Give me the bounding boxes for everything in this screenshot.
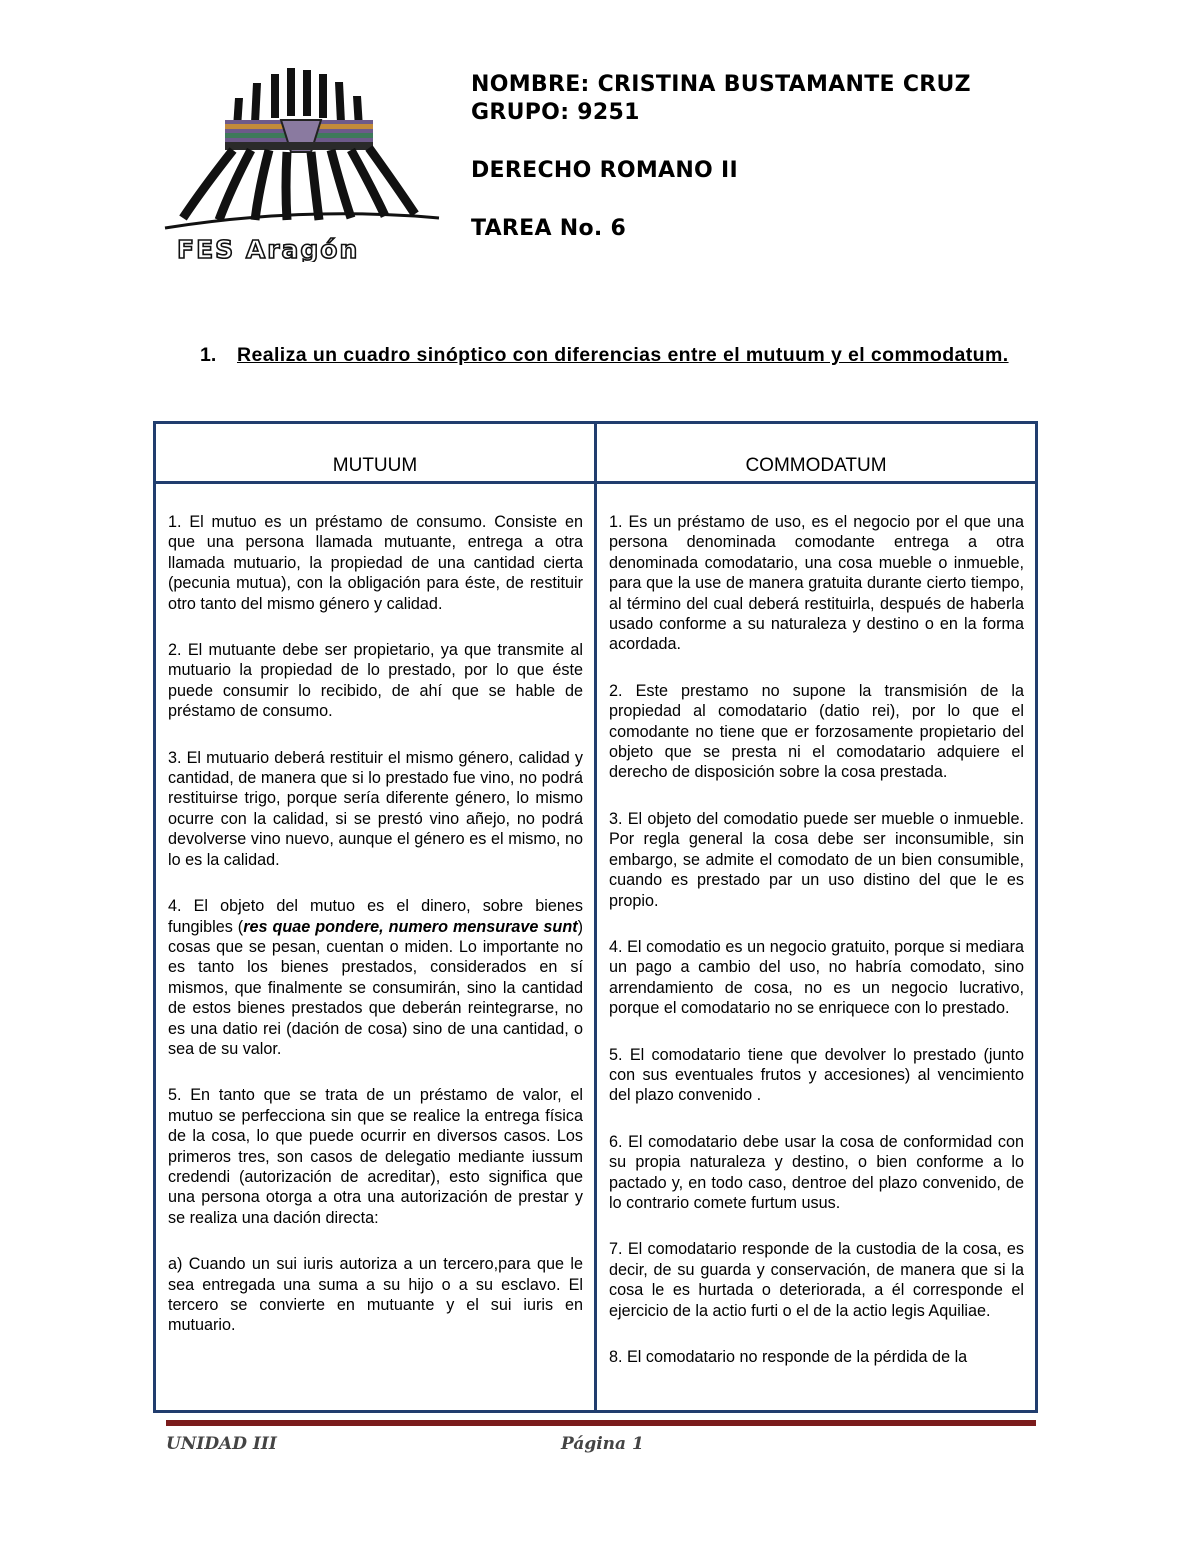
header-commodatum: COMMODATUM — [594, 424, 1035, 481]
group-line: GRUPO: 9251 — [471, 100, 640, 125]
mutuum-item-4-after: ) cosas que se pesan, cuentan o miden. Lo importante no es tanto los bienes prestados, considerados en sí mismos, que finalmente se consumirán, sino la cantidad de estos bienes prestados que deberán reintegrarse, no es una datio rei (dación de cosa) sino de una cantidad, o sea de su valor. — [168, 917, 583, 1058]
table-body-row — [156, 484, 1035, 1410]
mutuum-column — [156, 484, 594, 1410]
footer-unit: UNIDAD III — [166, 1434, 277, 1454]
header-mutuum: MUTUUM — [332, 455, 418, 476]
commodatum-item-1: 1. Es un préstamo de uso, es el negocio por el que una persona denominada comodante entrega a otra denominada comodatario, una cosa mueble o inmueble, para que la use de manera gratuita durante cierto tiempo, al término del cual deberá restituirla, después de haberla usado conforme a su naturaleza y destino o en la forma acordada. — [609, 513, 1024, 654]
commodatum-column — [594, 484, 1035, 1410]
commodatum-item-3: 3. El objeto del comodatio puede ser mueble o inmueble. Por regla general la cosa debe ser inconsumible, sin embargo, se admite el comodato de un bien consumible, cuando es prestado par un uso distino del que le es propio. — [609, 809, 1024, 910]
mutuum-item-1: 1. El mutuo es un préstamo de consumo. Consiste en que una persona llamada mutuante, entrega a otra llamada mutuario, la propiedad de una cantidad cierta (pecunia mutua), con la obligación para éste, de restituir otro tanto del mismo género y calidad. — [168, 513, 583, 613]
commodatum-item-7: 7. El comodatario responde de la custodia de la cosa, es decir, de su guarda y conservación, de manera que si la cosa le es hurtada o deteriorada, a él corresponde el ejercicio de la actio furti o el de la actio legis Aquiliae. — [609, 1240, 1024, 1320]
student-name: NOMBRE: CRISTINA BUSTAMANTE CRUZ — [471, 72, 971, 97]
question-number: 1. — [200, 344, 217, 366]
subject-line: DERECHO ROMANO II — [471, 158, 738, 183]
mutuum-item-5: 5. En tanto que se trata de un préstamo de valor, el mutuo se perfecciona sin que se realice la entrega física de la cosa, lo que puede ocurrir en diversos casos. Los primeros tres, son casos de delegatio mediante iussum credendi (autorización de acreditar), esto significa que una persona otorga a otra una autorización de prestar y se realiza una dación directa: — [168, 1086, 583, 1227]
logo-text: FES Aragón — [177, 235, 360, 262]
mutuum-item-3: 3. El mutuario deberá restituir el mismo género, calidad y cantidad, de manera que si lo prestado fue vino, no podrá restituirse trigo, porque sería diferente género, lo mismo ocurre con la calidad, si se prestó vino añejo, no podrá devolverse vino nuevo, aunque el género es el mismo, no lo es la calidad. — [168, 748, 583, 869]
question-text: Realiza un cuadro sinóptico con diferencias entre el mutuum y el commodatum. — [237, 344, 1009, 366]
footer-rule — [166, 1420, 1036, 1426]
footer-page-number: Página 1 — [561, 1434, 644, 1454]
question-1 — [200, 344, 1032, 367]
mutuum-item-4 — [168, 896, 583, 1059]
mutuum-item-5a: a) Cuando un sui iuris autoriza a un tercero,para que le sea entregada una suma a su hijo o a su esclavo. El tercero se convierte en mutuante y el sui iuris en mutuario. — [168, 1255, 583, 1335]
mutuum-item-4-before: 4. El objeto del mutuo es el dinero, sobre bienes fungibles ( — [168, 897, 583, 936]
commodatum-item-5: 5. El comodatario tiene que devolver lo prestado (junto con sus eventuales frutos y accesiones) al vencimiento del plazo convenido . — [609, 1045, 1024, 1105]
comparison-table — [153, 421, 1038, 1413]
table-header-row — [156, 424, 1035, 484]
fes-aragon-logo — [163, 68, 441, 262]
commodatum-item-8: 8. El comodatario no responde de la pérdida de la — [609, 1348, 968, 1366]
document-header — [471, 71, 971, 243]
mutuum-item-2: 2. El mutuante debe ser propietario, ya que transmite al mutuario la propiedad de lo prestado, por lo que éste puede consumir lo recibido, de ahí que se hable de préstamo de consumo. — [168, 641, 583, 721]
latin-phrase: res quae pondere, numero mensurave sunt — [243, 917, 578, 936]
task-line: TAREA No. 6 — [471, 216, 627, 241]
commodatum-item-4: 4. El comodatio es un negocio gratuito, porque si mediara un pago a cambio del uso, no habría comodato, sino arrendamiento de cosa, no es un negocio lucrativo, porque el comodatario no se enriquece con lo prestado. — [609, 937, 1024, 1018]
commodatum-item-2: 2. Este prestamo no supone la transmisión de la propiedad al comodatario (datio rei), por lo que el comodante no tiene que er forzosamente propietario del objeto que se presta ni el comodatario adquiere el derecho de disposición sobre la cosa prestada. — [609, 681, 1024, 782]
commodatum-item-6: 6. El comodatario debe usar la cosa de conformidad con su propia naturaleza y destino, o bien conforme a lo pactado y, en todo caso, dentroe del plazo convenido, de lo contrario comete furtum usus. — [609, 1132, 1024, 1212]
